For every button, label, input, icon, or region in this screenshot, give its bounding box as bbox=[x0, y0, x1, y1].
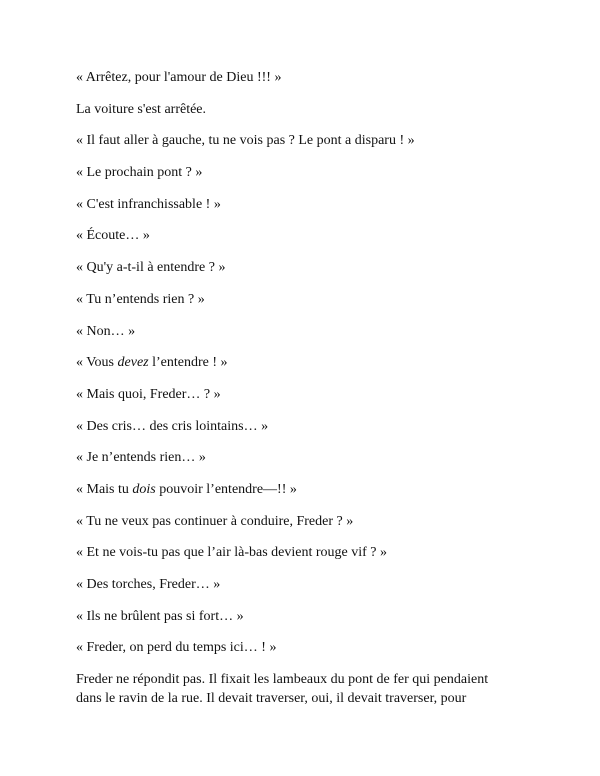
dialogue-line: « C'est infranchissable ! » bbox=[76, 196, 221, 212]
paragraph-line: dans le ravin de la rue. Il devait traverser, oui, il devait traverser, pour bbox=[76, 691, 467, 707]
emphasized-word: dois bbox=[132, 481, 156, 497]
dialogue-line: « Tu ne veux pas continuer à conduire, Freder ? » bbox=[76, 513, 354, 529]
dialogue-line: « Mais quoi, Freder… ? » bbox=[76, 386, 221, 402]
dialogue-line: « Non… » bbox=[76, 323, 136, 339]
line-text: pouvoir l’entendre—!! » bbox=[155, 481, 297, 497]
dialogue-line: « Tu n’entends rien ? » bbox=[76, 291, 205, 307]
dialogue-line: « Je n’entends rien… » bbox=[76, 450, 206, 466]
narration-paragraph bbox=[76, 670, 536, 708]
line-text: l’entendre ! » bbox=[148, 355, 228, 371]
document-page bbox=[76, 68, 536, 708]
dialogue-line: « Il faut aller à gauche, tu ne vois pas ? Le pont a disparu ! » bbox=[76, 133, 415, 149]
dialogue-line: « Des cris… des cris lointains… » bbox=[76, 418, 269, 434]
dialogue-line: « Le prochain pont ? » bbox=[76, 165, 203, 181]
dialogue-line bbox=[76, 353, 536, 385]
dialogue-line: « Arrêtez, pour l'amour de Dieu !!! » bbox=[76, 70, 282, 85]
line-text: « Mais tu bbox=[76, 481, 133, 497]
dialogue-line: « Des torches, Freder… » bbox=[76, 577, 221, 592]
dialogue-line: « Ils ne brûlent pas si fort… » bbox=[76, 608, 244, 624]
dialogue-line: « Écoute… » bbox=[76, 228, 150, 244]
dialogue-line: « Et ne vois-tu pas que l’air là-bas devient rouge vif ? » bbox=[76, 545, 388, 561]
dialogue-line: « Freder, on perd du temps ici… ! » bbox=[76, 640, 277, 656]
line-text: « Vous bbox=[76, 355, 118, 371]
dialogue-line: « Qu'y a-t-il à entendre ? » bbox=[76, 260, 226, 276]
emphasized-word: devez bbox=[117, 355, 149, 371]
paragraph-line: Freder ne répondit pas. Il fixait les lambeaux du pont de fer qui pendaient bbox=[76, 672, 489, 688]
narration-line: La voiture s'est arrêtée. bbox=[76, 101, 207, 117]
dialogue-line bbox=[76, 480, 536, 512]
